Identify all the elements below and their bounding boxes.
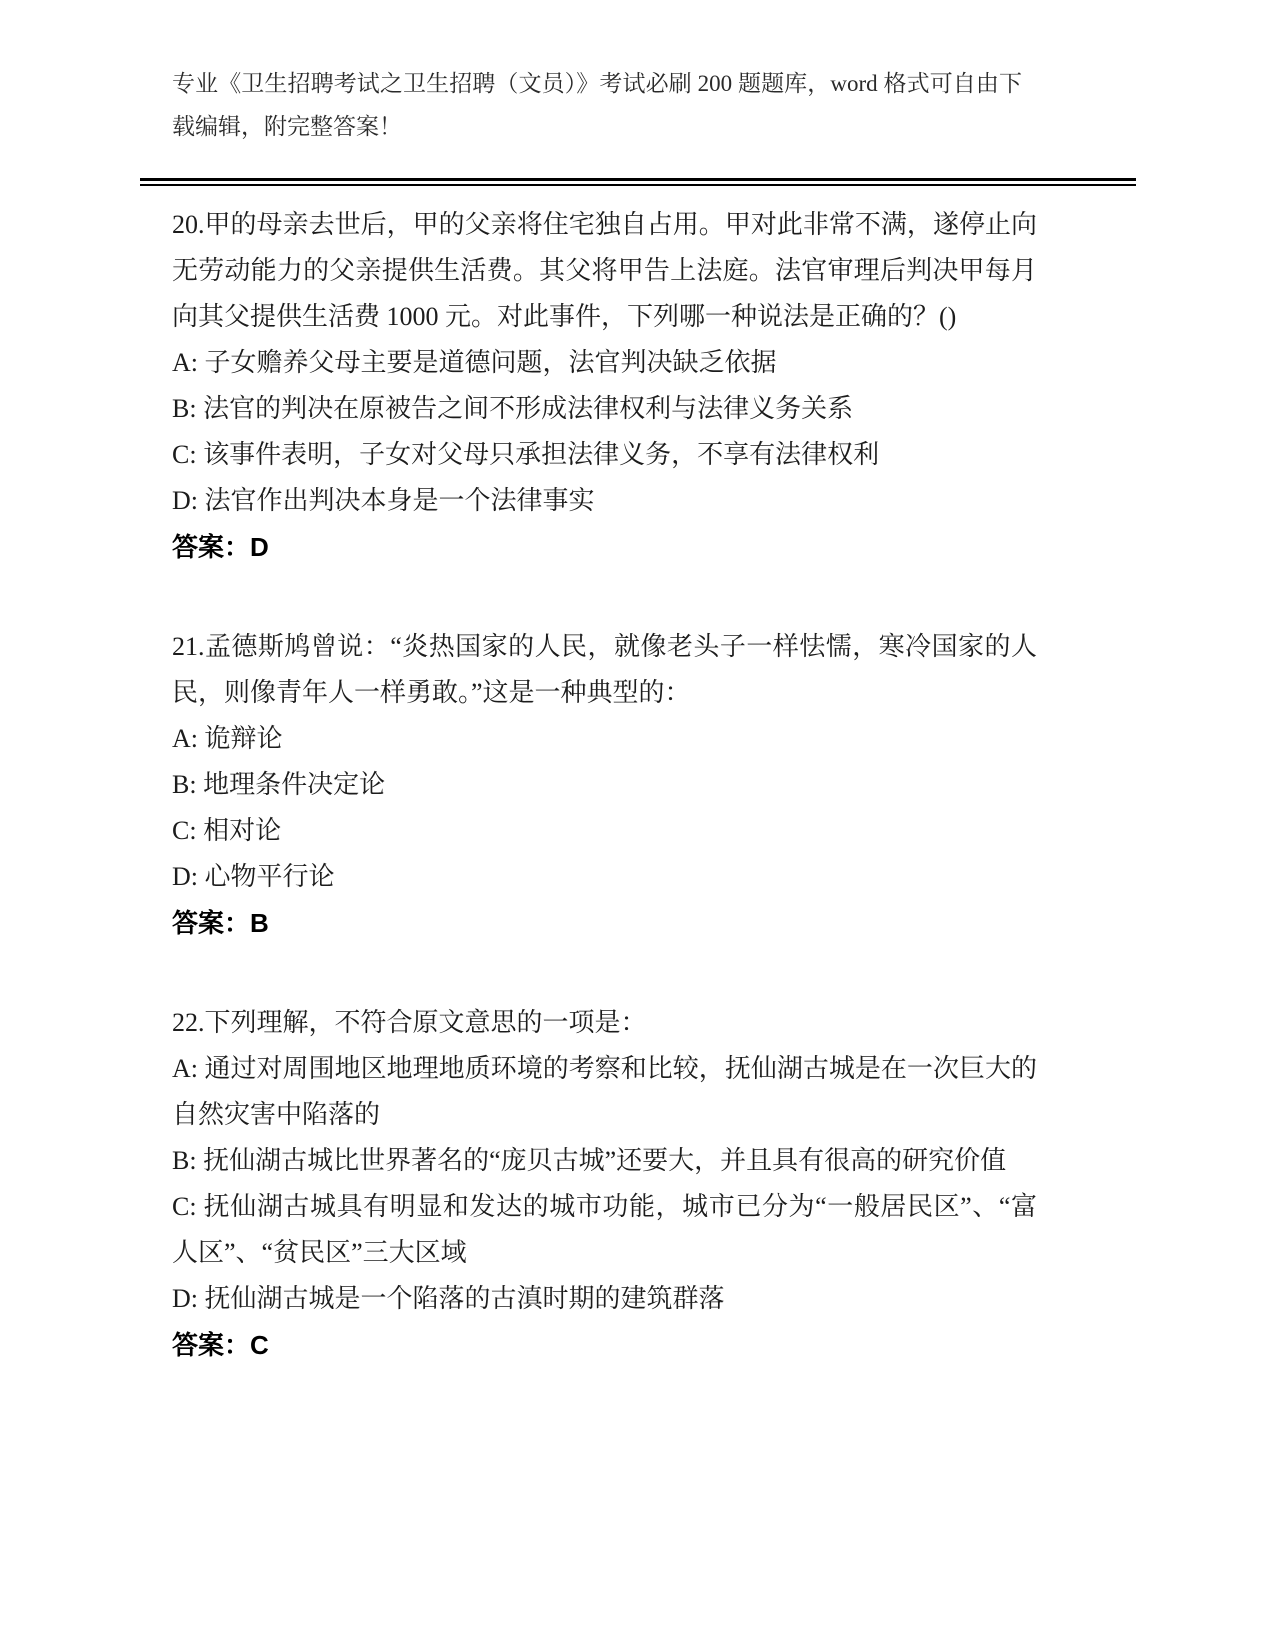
answer-line: 答案：D <box>172 532 269 562</box>
question-option-a: A: 通过对周围地区地理地质环境的考察和比较，抚仙湖古城是在一次巨大的自然灾害中陷落的 <box>172 1054 1037 1129</box>
question-block-20 <box>172 202 1037 570</box>
question-option-b: B: 法官的判决在原被告之间不形成法律权利与法律义务关系 <box>172 394 854 423</box>
question-option-d: D: 心物平行论 <box>172 862 335 891</box>
answer-line: 答案：C <box>172 1330 269 1360</box>
header-separator <box>140 178 1136 186</box>
question-option-c: C: 该事件表明，子女对父母只承担法律义务，不享有法律权利 <box>172 440 880 469</box>
document-header <box>172 62 1022 148</box>
question-option-c: C: 相对论 <box>172 816 282 845</box>
question-block-21 <box>172 624 1037 946</box>
question-block-22 <box>172 1000 1037 1368</box>
question-stem: 21.孟德斯鸠曾说：“炎热国家的人民，就像老头子一样怯懦，寒冷国家的人民，则像青年人一样勇敢。”这是一种典型的： <box>172 632 1037 707</box>
question-option-a: A: 诡辩论 <box>172 724 283 753</box>
document-body <box>172 202 1037 1368</box>
question-option-b: B: 地理条件决定论 <box>172 770 386 799</box>
header-note: 专业《卫生招聘考试之卫生招聘（文员）》考试必刷 200 题题库，word 格式可自由下载编辑，附完整答案！ <box>172 71 1022 139</box>
answer-line: 答案：B <box>172 908 269 938</box>
question-option-b: B: 抚仙湖古城比世界著名的“庞贝古城”还要大，并且具有很高的研究价值 <box>172 1146 1007 1175</box>
question-stem: 22.下列理解，不符合原文意思的一项是： <box>172 1008 647 1037</box>
question-option-d: D: 法官作出判决本身是一个法律事实 <box>172 486 595 515</box>
question-option-d: D: 抚仙湖古城是一个陷落的古滇时期的建筑群落 <box>172 1284 725 1313</box>
question-option-a: A: 子女赡养父母主要是道德问题，法官判决缺乏依据 <box>172 348 777 377</box>
question-stem: 20.甲的母亲去世后，甲的父亲将住宅独自占用。甲对此非常不满，遂停止向无劳动能力的父亲提供生活费。其父将甲告上法庭。法官审理后判决甲每月向其父提供生活费 1000 元。对此事件，下列哪一种说法是正确的？() <box>172 210 1037 331</box>
question-option-c: C: 抚仙湖古城具有明显和发达的城市功能，城市已分为“一般居民区”、“富人区”、“贫民区”三大区域 <box>172 1192 1037 1267</box>
